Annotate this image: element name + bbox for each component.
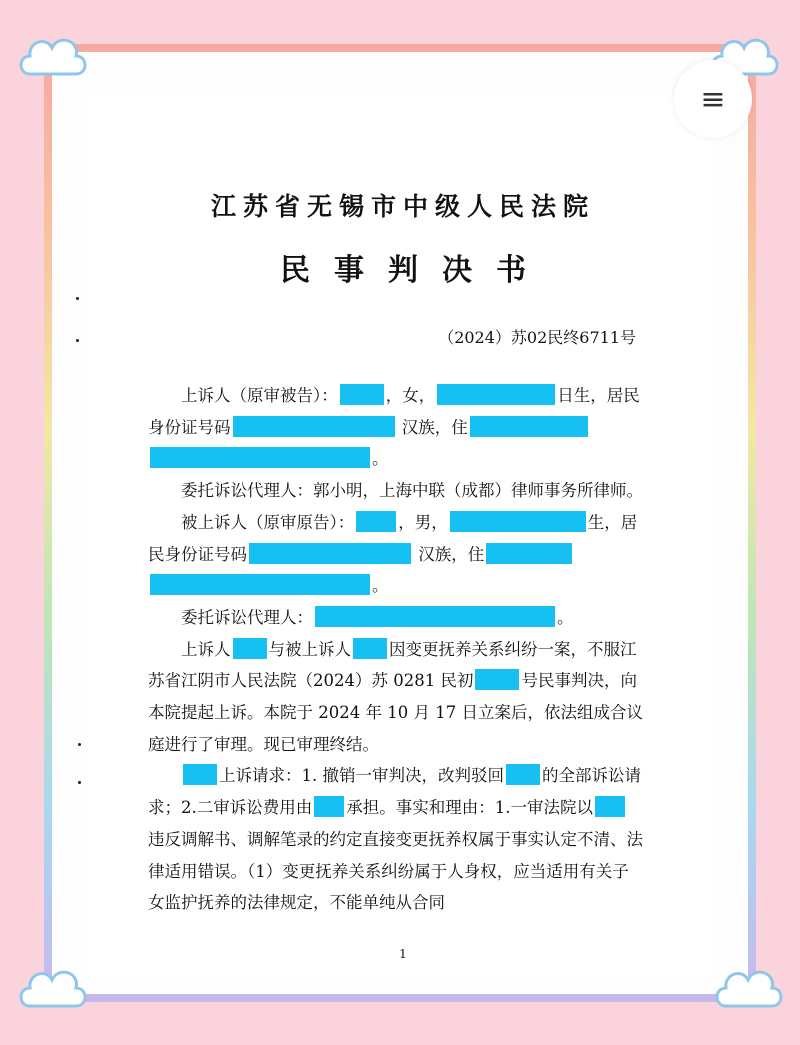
document-page	[88, 95, 718, 975]
redaction-block	[450, 511, 586, 532]
redaction-block	[356, 511, 396, 532]
redaction-block	[150, 574, 370, 595]
scan-speck	[76, 297, 79, 300]
text-span: ，女，	[385, 386, 436, 405]
redaction-block	[249, 543, 411, 564]
text-span: 。	[372, 576, 389, 596]
text-span: ，男，	[398, 512, 448, 532]
redaction-block	[340, 384, 384, 405]
text-span: 承担。事实和理由：1.一审法院以	[346, 798, 593, 818]
redaction-block	[506, 764, 540, 785]
redaction-block	[595, 796, 625, 817]
text-span: 生，	[587, 512, 621, 532]
cloud-decoration-bottom-left	[16, 958, 88, 1018]
scan-speck	[76, 339, 79, 342]
text-span: 与被上诉人	[268, 639, 351, 659]
redaction-block	[233, 638, 267, 659]
redaction-block	[315, 606, 555, 627]
text-span: 上诉人（原审被告）：	[181, 386, 338, 405]
redaction-block	[150, 447, 370, 468]
text-span: 因变更抚养关系纠纷一案，不服江苏省江阴市人民法院（2024）苏 0281 民初	[148, 639, 637, 691]
text-span: 汉族，住	[418, 544, 485, 564]
redaction-block	[233, 416, 395, 437]
page-number: 1	[399, 947, 407, 961]
scan-speck	[78, 781, 81, 784]
text-span: 日生，居	[557, 386, 624, 405]
paragraph-case-summary	[148, 634, 643, 761]
cloud-decoration-top-left	[16, 26, 88, 86]
text-span: 居民身份证号码	[148, 512, 638, 564]
document-title: 民事判决书	[280, 253, 550, 288]
case-number: （2024）苏02民终6711号	[438, 328, 636, 347]
text-span: 上诉人	[181, 639, 231, 659]
text-span: 。	[372, 449, 389, 469]
paragraph-appellee-agent	[148, 602, 643, 634]
cloud-decoration-bottom-right	[712, 958, 784, 1018]
text-span: 汉族，住	[401, 417, 468, 437]
paragraph-appellant	[148, 380, 643, 475]
text-span: 的全部诉讼请求；2.二审诉讼费用由	[148, 766, 641, 818]
text-span: 。	[557, 607, 574, 627]
text-span: 民身份证号码	[148, 386, 640, 437]
text-span: 被上诉人（原审原告）：	[181, 512, 355, 532]
text-span: 上诉请求：1. 撤销一审判决，改判驳回	[219, 766, 504, 786]
redaction-block	[470, 416, 588, 437]
judgment-body	[148, 380, 643, 919]
court-name: 江苏省无锡市中级人民法院	[210, 192, 595, 221]
paragraph-appeal-request	[148, 760, 643, 919]
text-span: 违反调解书、调解笔录的约定直接变更抚养权属于事实认定不清、法律适用错误。（1）变更抚养关系纠纷属于人身权，应当适用有关子女监护抚养的法律规定，不能单纯从合同	[148, 829, 643, 913]
paragraph-appellant-agent: 委托诉讼代理人：郭小明，上海中联（成都）律师事务所律师。	[181, 481, 643, 501]
redaction-block	[437, 384, 555, 405]
redaction-block	[183, 764, 217, 785]
redaction-block	[486, 543, 572, 564]
redaction-block	[353, 638, 387, 659]
text-span: 委托诉讼代理人：	[181, 607, 313, 627]
hamburger-menu-icon: ≡	[700, 81, 726, 117]
redaction-block	[314, 796, 344, 817]
paragraph-appellee	[148, 507, 643, 602]
menu-button[interactable]	[674, 60, 752, 138]
text-span: 号民事判决，向本院提起上诉。本院于 2024 年 10 月 17 日立案后，依法组成合议庭进行了审理。现已审理终结。	[148, 671, 643, 754]
redaction-block	[475, 669, 519, 690]
scan-speck	[78, 743, 81, 746]
